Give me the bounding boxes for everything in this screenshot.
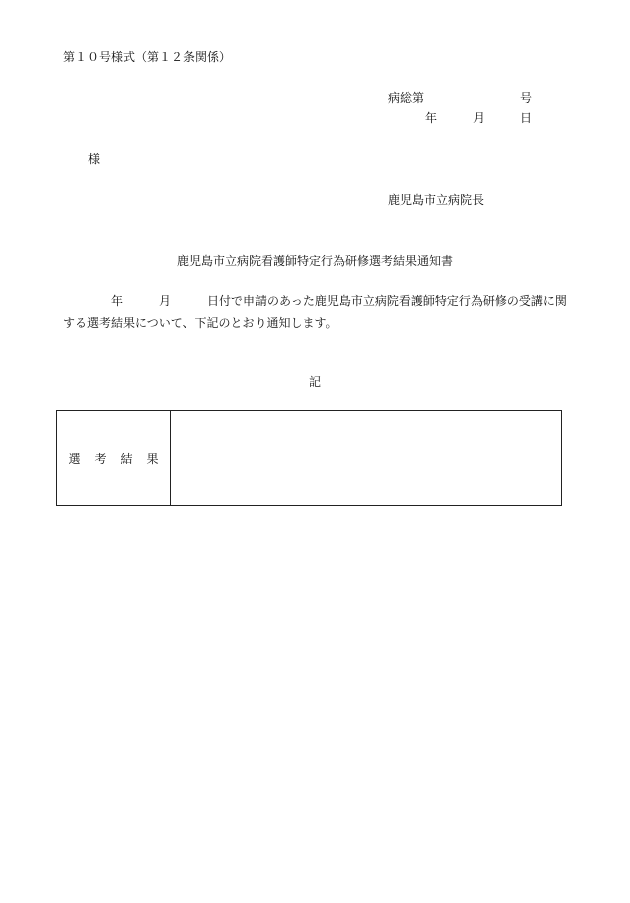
result-label: 選考結果 <box>68 451 173 466</box>
date-day-label: 日 <box>520 111 533 125</box>
form-number-label: 第１０号様式（第１２条関係） <box>63 50 232 64</box>
result-value-cell <box>171 411 561 505</box>
document-title: 鹿児島市立病院看護師特定行為研修選考結果通知書 <box>176 254 453 268</box>
body-line-1-text: 日付で申請のあった鹿児島市立病院看護師特定行為研修の受講に関 <box>207 294 567 308</box>
body-month-label: 月 <box>159 294 172 308</box>
selection-result-table <box>56 410 562 506</box>
ki-heading: 記 <box>308 375 321 389</box>
reference-number-suffix: 号 <box>520 91 533 105</box>
addressee-honorific: 様 <box>88 152 101 166</box>
body-year-label: 年 <box>111 294 124 308</box>
date-month-label: 月 <box>473 111 486 125</box>
body-line-2: する選考結果について、下記のとおり通知します。 <box>63 316 338 330</box>
result-label-cell <box>57 411 171 505</box>
date-year-label: 年 <box>425 111 438 125</box>
sender-name: 鹿児島市立病院長 <box>388 193 485 207</box>
reference-number-prefix: 病総第 <box>388 91 425 105</box>
